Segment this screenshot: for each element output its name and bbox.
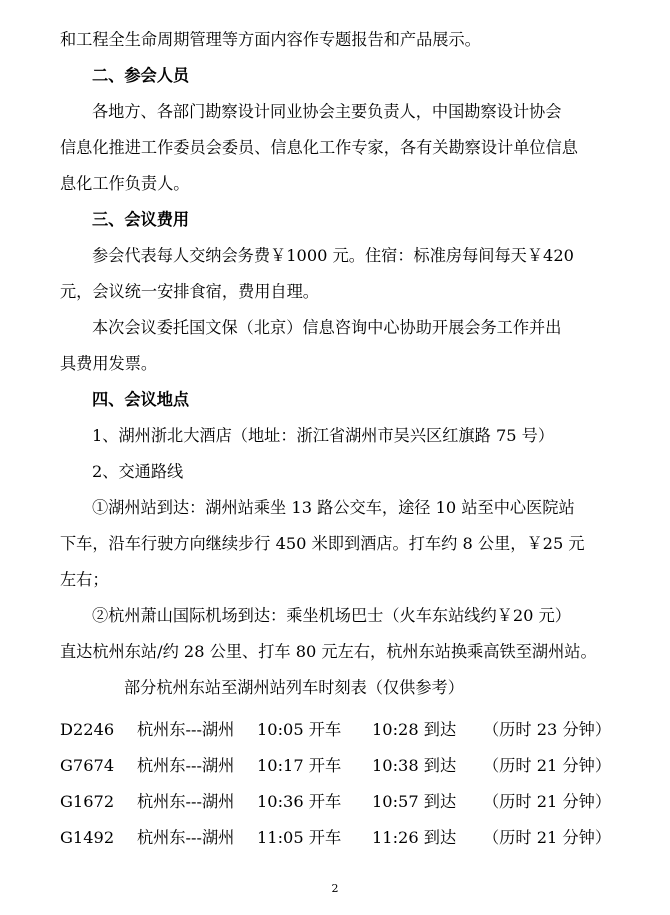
body-text-line: 1、湖州浙北大酒店（地址：浙江省湖州市吴兴区红旗路 75 号） [92, 426, 555, 445]
train-arrival: 10:28 到达 [372, 720, 457, 739]
train-departure: 10:17 开车 [257, 756, 342, 775]
train-route: 杭州东---湖州 [137, 828, 235, 847]
table-row [60, 791, 620, 813]
section-heading-fees: 三、会议费用 [92, 210, 190, 229]
train-code: G7674 [60, 756, 115, 775]
train-code: D2246 [60, 720, 115, 739]
train-duration: （历时 21 分钟） [483, 828, 612, 847]
body-text-line: 和工程全生命周期管理等方面内容作专题报告和产品展示。 [60, 30, 481, 49]
body-text-line: 本次会议委托国文保（北京）信息咨询中心协助开展会务工作并出 [92, 318, 562, 337]
train-arrival: 10:38 到达 [372, 756, 457, 775]
body-text-line: 元，会议统一安排食宿，费用自理。 [60, 282, 319, 301]
train-departure: 10:05 开车 [257, 720, 342, 739]
table-row [60, 719, 620, 741]
body-text-line: 下车，沿车行驶方向继续步行 450 米即到酒店。打车约 8 公里，￥25 元 [60, 534, 585, 553]
body-text-line: 各地方、各部门勘察设计同业协会主要负责人，中国勘察设计协会 [92, 102, 562, 121]
body-text-line: 直达杭州东站/约 28 公里、打车 80 元左右，杭州东站换乘高铁至湖州站。 [60, 642, 597, 661]
train-route: 杭州东---湖州 [137, 756, 235, 775]
train-arrival: 10:57 到达 [372, 792, 457, 811]
body-text-line: 参会代表每人交纳会务费￥1000 元。住宿：标准房每间每天￥420 [92, 246, 574, 265]
train-departure: 10:36 开车 [257, 792, 342, 811]
page-number: 2 [331, 882, 339, 895]
train-route: 杭州东---湖州 [137, 720, 235, 739]
body-text-line: ②杭州萧山国际机场到达：乘坐机场巴士（火车东站线约￥20 元） [92, 606, 571, 625]
train-duration: （历时 23 分钟） [483, 720, 612, 739]
train-duration: （历时 21 分钟） [483, 792, 612, 811]
body-text-line: ①湖州站到达：湖州站乘坐 13 路公交车，途径 10 站至中心医院站 [92, 498, 575, 517]
train-duration: （历时 21 分钟） [483, 756, 612, 775]
section-heading-venue: 四、会议地点 [92, 390, 190, 409]
train-arrival: 11:26 到达 [372, 828, 457, 847]
train-departure: 11:05 开车 [257, 828, 342, 847]
body-text-line: 2、交通路线 [92, 462, 184, 481]
body-text-line: 信息化推进工作委员会委员、信息化工作专家，各有关勘察设计单位信息 [60, 138, 578, 157]
body-text-line: 左右； [60, 570, 109, 589]
timetable-caption: 部分杭州东站至湖州站列车时刻表（仅供参考） [124, 678, 464, 697]
section-heading-attendees: 二、参会人员 [92, 66, 190, 85]
train-code: G1672 [60, 792, 115, 811]
train-route: 杭州东---湖州 [137, 792, 235, 811]
table-row [60, 827, 620, 849]
body-text-line: 具费用发票。 [60, 354, 158, 373]
body-text-line: 息化工作负责人。 [60, 174, 190, 193]
train-code: G1492 [60, 828, 115, 847]
table-row [60, 755, 620, 777]
